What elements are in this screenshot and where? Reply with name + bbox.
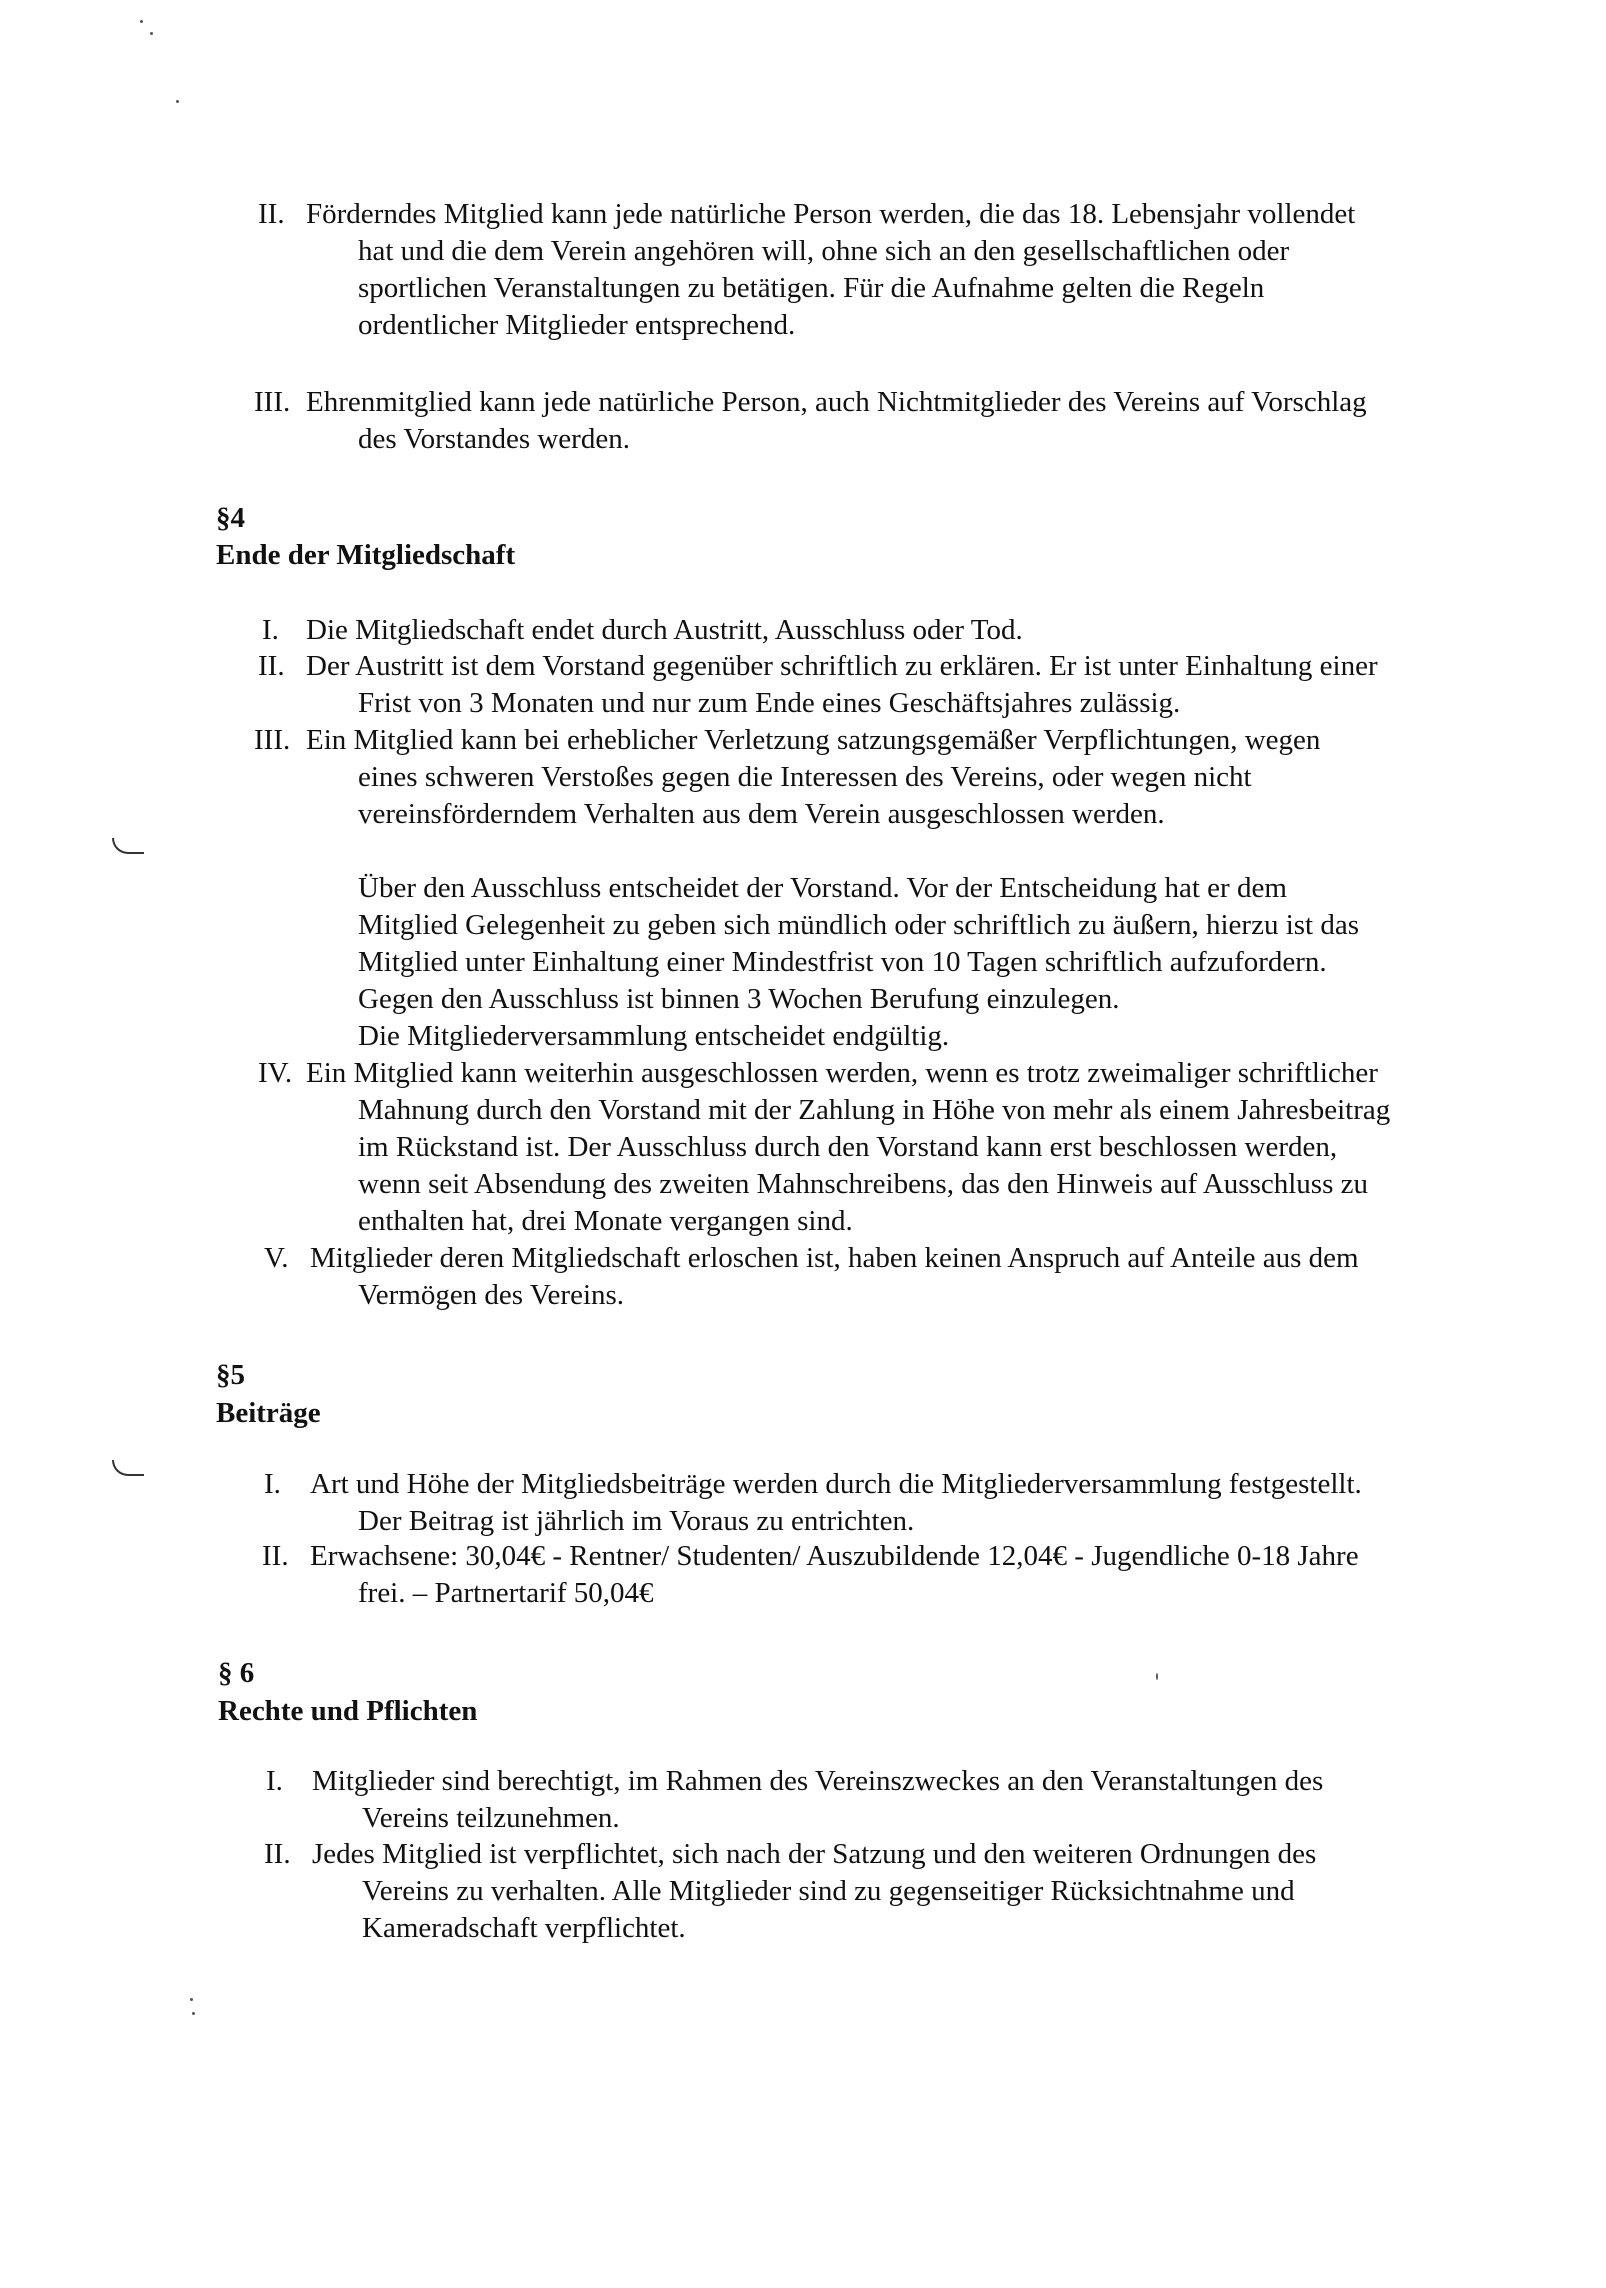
section-number: §5 [216, 1359, 245, 1391]
item-line: Der Austritt ist dem Vorstand gegenüber schriftlich zu erklären. Er ist unter Einhaltung einer [306, 650, 1378, 682]
item-number: I. [262, 614, 279, 646]
section3-item-3 [254, 384, 1518, 458]
item-line: sportlichen Veranstaltungen zu betätigen. Für die Aufnahme gelten die Regeln [358, 272, 1265, 304]
item-line: Art und Höhe der Mitgliedsbeiträge werden durch die Mitgliederversammlung festgestellt. [310, 1468, 1362, 1500]
item-line: des Vorstandes werden. [358, 423, 630, 455]
item-line: Mitglied Gelegenheit zu geben sich mündlich oder schriftlich zu äußern, hierzu ist das [358, 909, 1359, 941]
item-line: Gegen den Ausschluss ist binnen 3 Wochen Berufung einzulegen. [358, 983, 1120, 1015]
section3-item-2 [258, 196, 1518, 344]
scan-speck [140, 20, 143, 23]
scan-speck [150, 32, 153, 35]
section4-item-2 [258, 648, 1522, 722]
item-line: Die Mitgliederversammlung entscheidet endgültig. [358, 1020, 950, 1052]
punch-mark [112, 1460, 144, 1476]
section-title: Ende der Mitgliedschaft [216, 539, 516, 571]
section4-item-4 [258, 1055, 1522, 1240]
item-line: Mahnung durch den Vorstand mit der Zahlung in Höhe von mehr als einem Jahresbeitrag [358, 1094, 1391, 1126]
section5-item-2 [262, 1538, 1522, 1612]
item-line: vereinsförderndem Verhalten aus dem Verein ausgeschlossen werden. [358, 798, 1165, 830]
item-line: Mitglieder sind berechtigt, im Rahmen des Vereinszweckes an den Veranstaltungen des [312, 1765, 1324, 1797]
item-line: Erwachsene: 30,04€ - Rentner/ Studenten/ Auszubildende 12,04€ - Jugendliche 0-18 Jahre [310, 1540, 1359, 1572]
section-title: Rechte und Pflichten [218, 1695, 478, 1727]
item-line: Mitglieder deren Mitgliedschaft erloschen ist, haben keinen Anspruch auf Anteile aus dem [310, 1242, 1359, 1274]
section4-item-5 [264, 1240, 1522, 1314]
item-number: II. [258, 650, 285, 682]
item-line: wenn seit Absendung des zweiten Mahnschreibens, das den Hinweis auf Ausschluss zu [358, 1168, 1368, 1200]
item-number: III. [254, 386, 291, 418]
item-number: I. [264, 1468, 281, 1500]
section6-item-2 [264, 1836, 1522, 1947]
scan-speck [1156, 1673, 1158, 1680]
item-line: ordentlicher Mitglieder entsprechend. [358, 309, 796, 341]
section4-item-3 [254, 722, 1522, 833]
item-number: II. [264, 1838, 291, 1870]
section6-item-1 [266, 1763, 1522, 1837]
item-line: Jedes Mitglied ist verpflichtet, sich nach der Satzung und den weiteren Ordnungen des [312, 1838, 1317, 1870]
item-line: eines schweren Verstoßes gegen die Interessen des Vereins, oder wegen nicht [358, 761, 1252, 793]
item-line: Vereins teilzunehmen. [362, 1802, 620, 1834]
punch-mark [112, 838, 144, 854]
item-line: Ein Mitglied kann bei erheblicher Verletzung satzungsgemäßer Verpflichtungen, wegen [306, 724, 1321, 756]
item-line: Frist von 3 Monaten und nur zum Ende eines Geschäftsjahres zulässig. [358, 687, 1181, 719]
item-line: Vereins zu verhalten. Alle Mitglieder sind zu gegenseitiger Rücksichtnahme und [362, 1875, 1295, 1907]
item-line: Förderndes Mitglied kann jede natürliche Person werden, die das 18. Lebensjahr vollendet [306, 198, 1356, 230]
item-number: IV. [258, 1057, 293, 1089]
section-number: § 6 [218, 1657, 255, 1689]
section5-item-1 [264, 1466, 1522, 1540]
item-line: Vermögen des Vereins. [358, 1279, 625, 1311]
scan-speck [190, 1998, 193, 2001]
item-line: Der Beitrag ist jährlich im Voraus zu entrichten. [358, 1505, 915, 1537]
section-title: Beiträge [216, 1397, 321, 1429]
section4-item-3-continued [358, 870, 1522, 1055]
item-line: Ein Mitglied kann weiterhin ausgeschlossen werden, wenn es trotz zweimaliger schriftlicher [306, 1057, 1378, 1089]
item-line: Die Mitgliedschaft endet durch Austritt, Ausschluss oder Tod. [306, 614, 1023, 646]
item-line: Über den Ausschluss entscheidet der Vorstand. Vor der Entscheidung hat er dem [358, 872, 1287, 904]
scan-speck [176, 100, 179, 103]
item-line: enthalten hat, drei Monate vergangen sind. [358, 1205, 853, 1237]
item-line: Ehrenmitglied kann jede natürliche Person, auch Nichtmitglieder des Vereins auf Vorschlag [306, 386, 1367, 418]
item-number: II. [258, 198, 285, 230]
section-number: §4 [216, 502, 245, 534]
item-number: V. [264, 1242, 289, 1274]
item-number: I. [266, 1765, 283, 1797]
item-line: frei. – Partnertarif 50,04€ [358, 1577, 654, 1609]
section4-item-1 [262, 612, 1522, 649]
item-line: hat und die dem Verein angehören will, ohne sich an den gesellschaftlichen oder [358, 235, 1290, 267]
item-number: III. [254, 724, 291, 756]
scan-speck [192, 2012, 195, 2015]
item-line: Kameradschaft verpflichtet. [362, 1912, 686, 1944]
item-line: Mitglied unter Einhaltung einer Mindestfrist von 10 Tagen schriftlich aufzufordern. [358, 946, 1327, 978]
item-number: II. [262, 1540, 289, 1572]
item-line: im Rückstand ist. Der Ausschluss durch den Vorstand kann erst beschlossen werden, [358, 1131, 1338, 1163]
